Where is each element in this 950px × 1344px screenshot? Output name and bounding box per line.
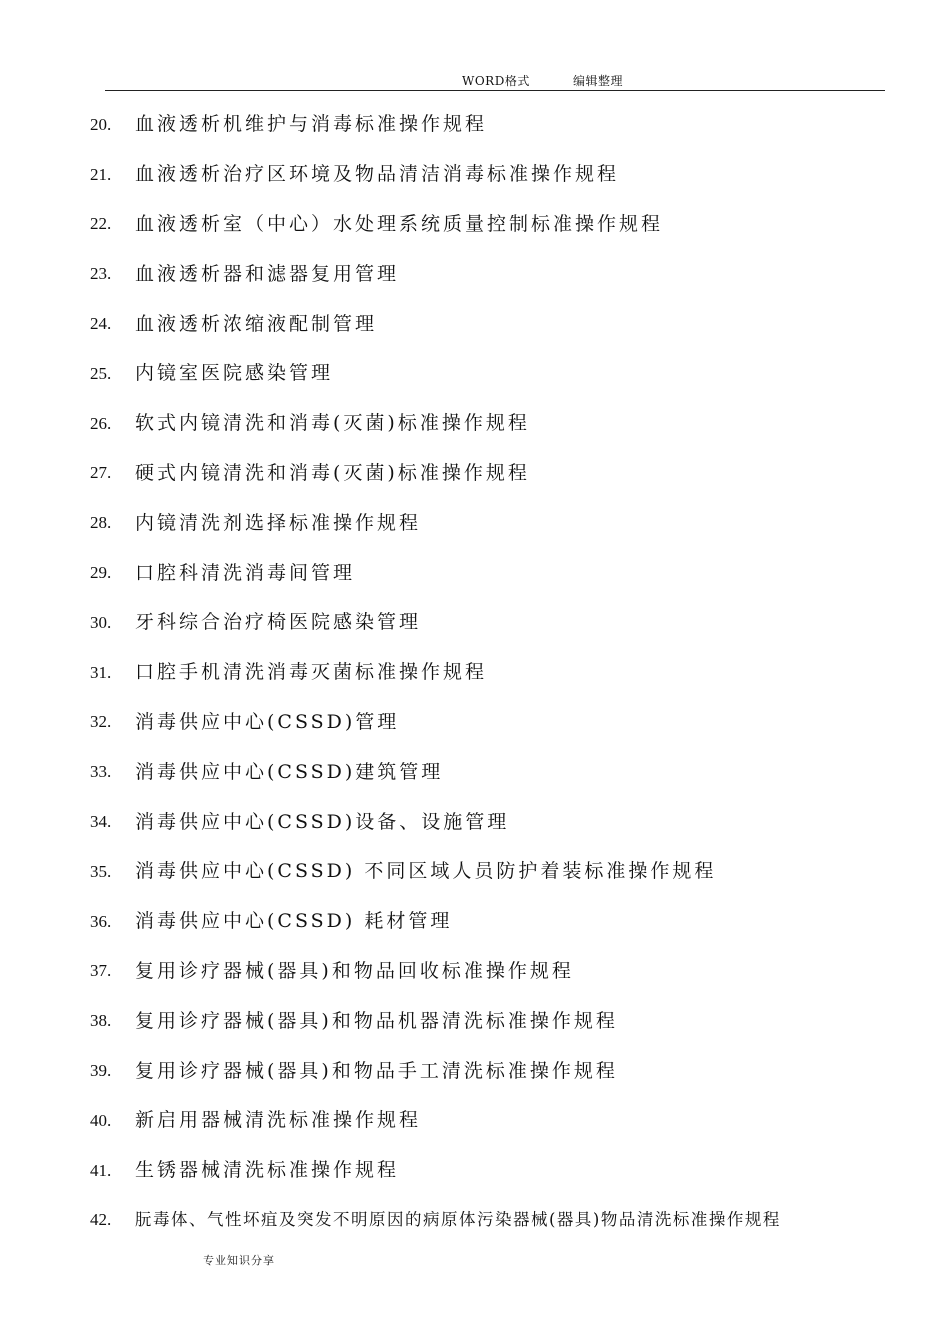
list-item [90, 945, 890, 995]
list-item [90, 148, 890, 198]
item-title: 新启用器械清洗标准操作规程 [135, 1109, 422, 1132]
item-title: 朊毒体、气性坏疽及突发不明原因的病原体污染器械(器具)物品清洗标准操作规程 [135, 1210, 781, 1230]
item-title: 血液透析浓缩液配制管理 [135, 312, 378, 335]
item-number: 34. [90, 812, 112, 832]
item-title: 牙科综合治疗椅医院感染管理 [135, 611, 422, 634]
item-number: 25. [90, 363, 112, 383]
item-title: 生锈器械清洗标准操作规程 [135, 1159, 400, 1182]
list-item [90, 895, 890, 945]
list-item [90, 1044, 890, 1094]
item-number: 41. [90, 1160, 112, 1180]
item-title: 复用诊疗器械(器具)和物品回收标准操作规程 [135, 959, 574, 982]
item-number: 37. [90, 961, 112, 981]
item-title: 内镜室医院感染管理 [135, 362, 334, 385]
item-number: 28. [90, 513, 112, 533]
page-header [105, 68, 885, 91]
item-number: 38. [90, 1011, 112, 1031]
item-title: 消毒供应中心(CSSD) 不同区域人员防护着装标准操作规程 [135, 860, 717, 883]
item-title: 血液透析治疗区环境及物品清洁消毒标准操作规程 [135, 163, 620, 186]
list-item [90, 297, 890, 347]
list-item [90, 1094, 890, 1144]
list-item [90, 994, 890, 1044]
item-title: 复用诊疗器械(器具)和物品机器清洗标准操作规程 [135, 1009, 618, 1032]
list-item [90, 646, 890, 696]
list-item [90, 447, 890, 497]
list-item [90, 347, 890, 397]
item-title: 消毒供应中心(CSSD)建筑管理 [135, 760, 444, 783]
item-number: 22. [90, 214, 112, 234]
item-title: 血液透析机维护与消毒标准操作规程 [135, 113, 488, 136]
item-title: 血液透析器和滤器复用管理 [135, 262, 400, 285]
item-number: 35. [90, 861, 112, 881]
item-title: 内镜清洗剂选择标准操作规程 [135, 511, 422, 534]
item-number: 33. [90, 762, 112, 782]
item-number: 20. [90, 114, 112, 134]
list-item [90, 98, 890, 148]
item-number: 29. [90, 563, 112, 583]
item-number: 23. [90, 264, 112, 284]
page-footer: 专业知识分享 [203, 1254, 275, 1267]
item-number: 24. [90, 314, 112, 334]
item-title: 硬式内镜清洗和消毒(灭菌)标准操作规程 [135, 461, 530, 484]
item-title: 口腔手机清洗消毒灭菌标准操作规程 [135, 661, 488, 684]
procedure-list [90, 98, 890, 1243]
item-number: 26. [90, 413, 112, 433]
item-number: 30. [90, 612, 112, 632]
item-title: 复用诊疗器械(器具)和物品手工清洗标准操作规程 [135, 1059, 618, 1082]
list-item [90, 397, 890, 447]
list-item [90, 596, 890, 646]
list-item [90, 845, 890, 895]
list-item [90, 1144, 890, 1194]
list-item [90, 745, 890, 795]
item-number: 32. [90, 712, 112, 732]
item-title: 消毒供应中心(CSSD)设备、设施管理 [135, 810, 510, 833]
item-number: 31. [90, 662, 112, 682]
item-number: 36. [90, 911, 112, 931]
list-item [90, 1194, 890, 1244]
list-item [90, 696, 890, 746]
item-number: 39. [90, 1061, 112, 1081]
list-item [90, 198, 890, 248]
list-item [90, 546, 890, 596]
item-number: 27. [90, 463, 112, 483]
list-item [90, 496, 890, 546]
item-number: 21. [90, 164, 112, 184]
header-text: WORD格式 编辑整理 [462, 74, 623, 88]
item-title: 消毒供应中心(CSSD)管理 [135, 710, 400, 733]
item-title: 软式内镜清洗和消毒(灭菌)标准操作规程 [135, 412, 530, 435]
item-title: 口腔科清洗消毒间管理 [135, 561, 356, 584]
list-item [90, 795, 890, 845]
item-title: 血液透析室（中心）水处理系统质量控制标准操作规程 [135, 212, 664, 235]
item-number: 42. [90, 1210, 112, 1230]
item-number: 40. [90, 1110, 112, 1130]
item-title: 消毒供应中心(CSSD) 耗材管理 [135, 910, 453, 933]
list-item [90, 247, 890, 297]
